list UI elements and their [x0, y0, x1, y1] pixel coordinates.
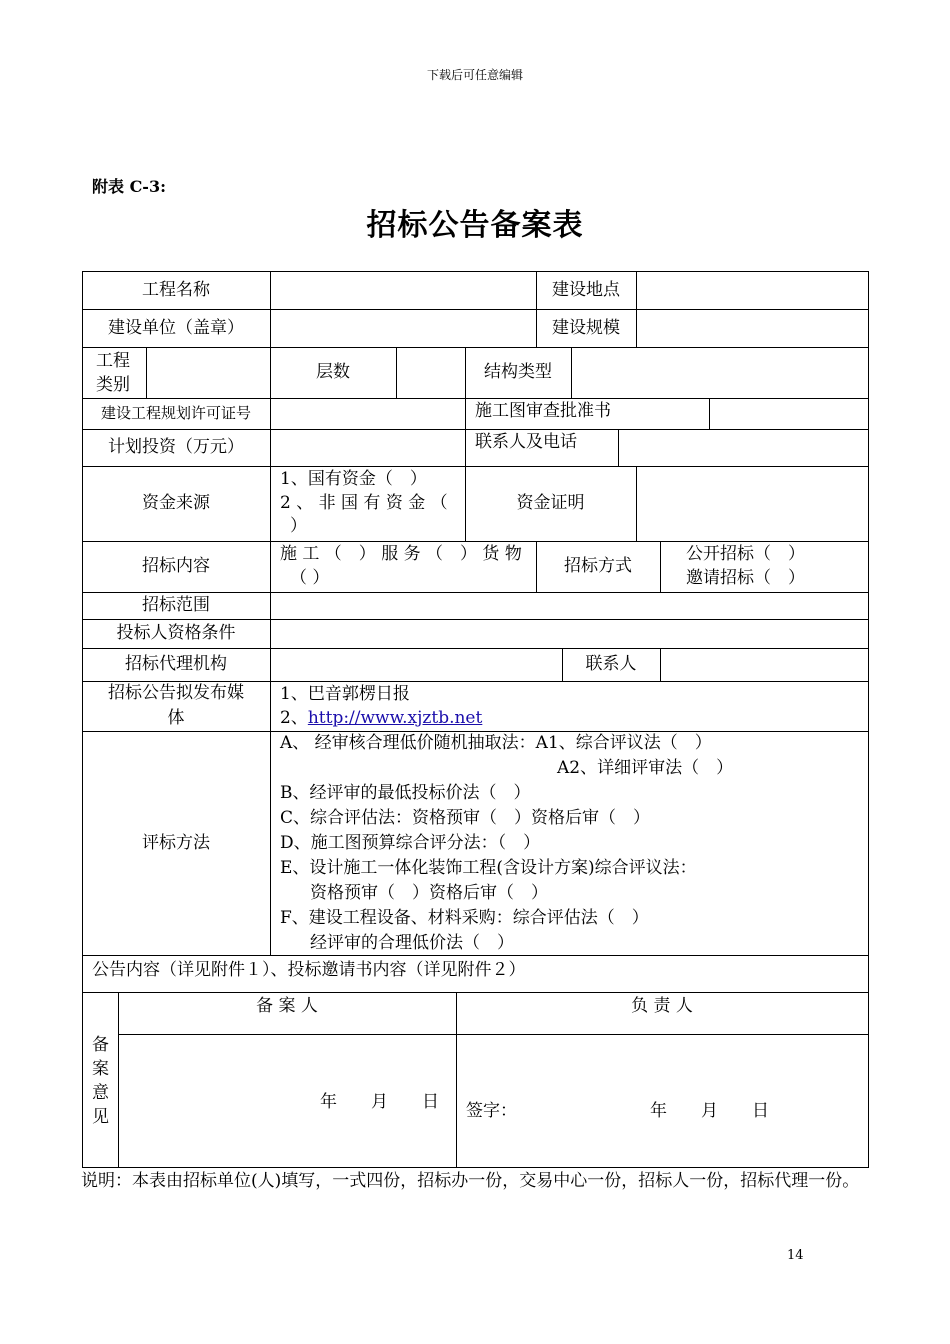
field-planned-investment[interactable]	[271, 430, 465, 466]
fund-option-nonstate: 2 、 非 国 有 资 金 （	[280, 493, 448, 513]
opinion-char-1: 备	[92, 1035, 109, 1055]
label-bidder-qualification: 投标人资格条件	[116, 623, 236, 643]
field-planning-permit[interactable]	[271, 399, 465, 429]
media-item-2	[280, 706, 482, 731]
label-fund-proof: 资金证明	[516, 493, 585, 513]
opinion-char-3: 意	[92, 1083, 109, 1103]
eval-line-d: D、施工图预算综合评分法：（ ）	[280, 833, 541, 853]
field-floors[interactable]	[397, 348, 465, 398]
field-contact[interactable]	[661, 649, 868, 681]
col-line	[660, 541, 661, 592]
label-fund-source: 资金来源	[142, 493, 210, 513]
form-note: 说明：本表由招标单位(人)填写，一式四份，招标办一份，交易中心一份，招标人一份，招标代理一份。	[81, 1171, 860, 1191]
media-item-1: 1、巴音郭楞日报	[280, 684, 410, 704]
bid-content-goods-option: （ ）	[290, 568, 330, 588]
field-contact-phone[interactable]	[619, 430, 868, 466]
label-bid-method: 招标方式	[564, 556, 632, 576]
responsible-date: 年 月 日	[650, 1101, 769, 1121]
label-build-location: 建设地点	[552, 279, 620, 300]
label-contact: 联系人	[585, 654, 637, 674]
signature-label: 签字：	[466, 1101, 517, 1121]
label-bid-content: 招标内容	[142, 556, 210, 576]
label-floors: 层数	[316, 362, 350, 382]
header-note: 下载后可任意编辑	[426, 68, 523, 82]
label-build-unit: 建设单位（盖章）	[108, 317, 244, 338]
appendix-label: 附表 C-3:	[92, 177, 166, 196]
label-build-scale: 建设规模	[552, 317, 620, 338]
field-structure-type[interactable]	[572, 348, 868, 398]
bid-content-options: 施 工 （ ） 服 务 （ ） 货 物	[280, 544, 522, 564]
eval-line-e-options: 资格预审（ ）资格后审（ ）	[310, 883, 548, 903]
fund-option-nonstate-close: ）	[290, 516, 307, 536]
field-project-name[interactable]	[271, 272, 536, 309]
form-title: 招标公告备案表	[366, 208, 584, 243]
field-build-unit[interactable]	[271, 310, 536, 347]
announcement-content: 公告内容（详见附件１）、投标邀请书内容（详见附件２）	[92, 960, 526, 980]
label-project-category-line2: 类别	[96, 375, 130, 395]
label-media-line2: 体	[167, 708, 185, 728]
label-project-category-line1: 工程	[96, 351, 130, 371]
media-link[interactable]: http://www.xjztb.net	[307, 708, 483, 728]
label-structure-type: 结构类型	[484, 362, 552, 382]
eval-line-a: A、 经审核合理低价随机抽取法：A1、综合评议法（ ）	[280, 733, 712, 753]
bid-method-invite: 邀请招标（ ）	[686, 568, 805, 588]
eval-line-e: E、设计施工一体化装饰工程(含设计方案)综合评议法：	[280, 858, 697, 878]
label-contact-phone: 联系人及电话	[475, 432, 577, 452]
field-drawing-review[interactable]	[710, 399, 868, 429]
field-agency[interactable]	[271, 649, 562, 681]
label-filer: 备 案 人	[256, 995, 318, 1016]
filer-date: 年 月 日	[320, 1092, 439, 1112]
fund-option-state: 1、国有资金（ ）	[280, 469, 427, 489]
field-build-scale[interactable]	[637, 310, 868, 347]
eval-line-b: B、经评审的最低投标价法（ ）	[280, 783, 531, 803]
eval-line-a2: A2、详细评审法（ ）	[557, 758, 734, 778]
opinion-char-2: 案	[92, 1059, 109, 1079]
label-planned-investment: 计划投资（万元）	[108, 437, 244, 457]
opinion-char-4: 见	[92, 1107, 109, 1127]
label-responsible: 负 责 人	[631, 995, 693, 1016]
label-drawing-review: 施工图审查批准书	[475, 401, 611, 421]
bid-method-open: 公开招标（ ）	[686, 544, 805, 564]
col-line	[465, 398, 466, 466]
eval-line-c: C、综合评估法：资格预审（ ）资格后审（ ）	[280, 808, 651, 828]
media-item-2-prefix: 2、	[280, 708, 308, 728]
eval-line-f: F、建设工程设备、材料采购：综合评估法（ ）	[280, 908, 649, 928]
field-project-category[interactable]	[147, 348, 270, 398]
label-bid-scope: 招标范围	[142, 595, 210, 615]
label-project-name: 工程名称	[142, 279, 210, 300]
field-build-location[interactable]	[637, 272, 868, 309]
field-bid-scope[interactable]	[271, 593, 868, 619]
label-eval-method: 评标方法	[142, 832, 210, 853]
label-planning-permit: 建设工程规划许可证号	[100, 404, 251, 422]
eval-line-f-option: 经评审的合理低价法（ ）	[310, 933, 514, 953]
page-number: 14	[787, 1248, 804, 1263]
label-media-line1: 招标公告拟发布媒	[108, 683, 244, 703]
label-agency: 招标代理机构	[125, 654, 227, 674]
field-fund-proof[interactable]	[637, 467, 868, 541]
field-bidder-qualification[interactable]	[271, 620, 868, 648]
